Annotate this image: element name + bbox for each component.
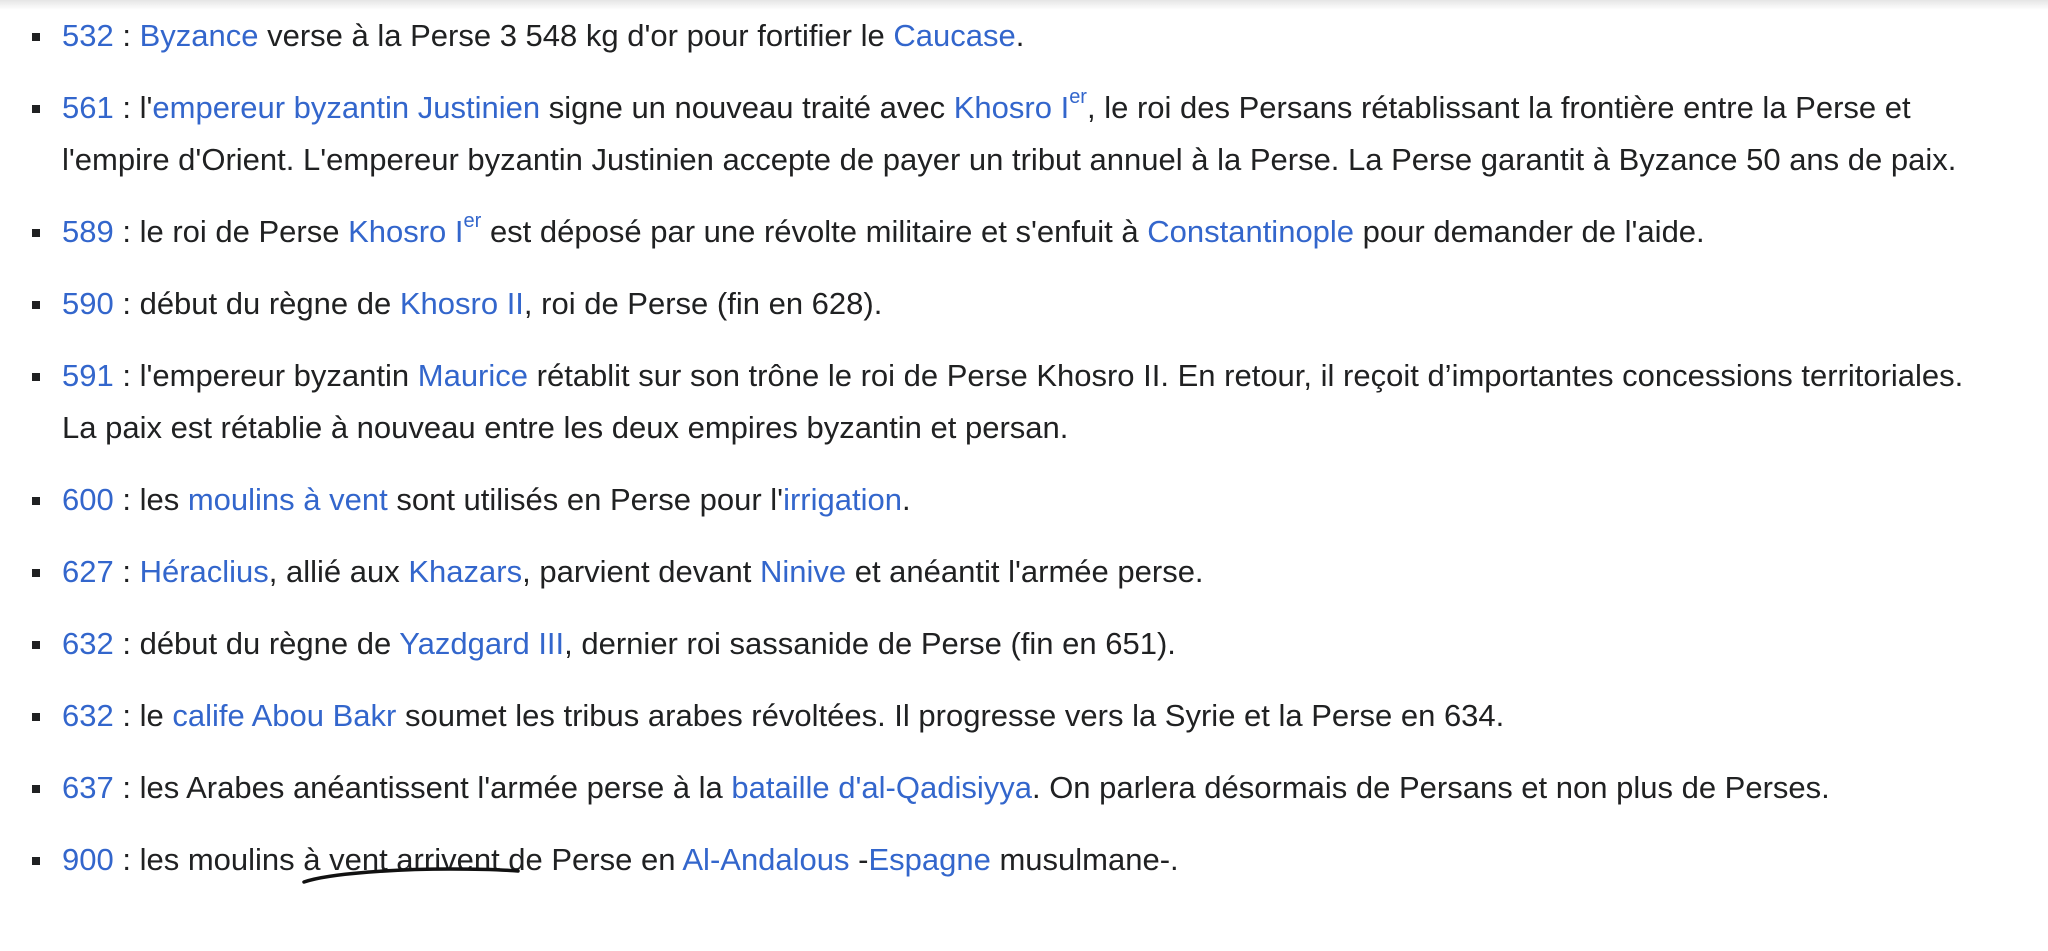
event-text <box>114 770 732 805</box>
event-text <box>114 286 400 321</box>
bullet-icon <box>32 569 40 577</box>
text-fragment: : le roi de Perse <box>113 214 349 249</box>
article-link[interactable] <box>1147 214 1354 249</box>
year-link[interactable]: 532 <box>62 18 114 53</box>
link-label[interactable]: moulins à vent <box>187 482 388 517</box>
bullet-icon <box>32 713 40 721</box>
text-fragment: , roi de Perse (fin en 628). <box>523 286 883 321</box>
text-fragment: , le roi des Persans rétablissant la frontière entre la Perse et l'empire d'Orient. L'empereur byzantin Justinien accepte de payer un tribut annuel à la Perse. La Perse garantit à Byzance 50 ans de paix. <box>62 90 1957 177</box>
text-fragment: musulmane-. <box>990 842 1179 877</box>
event-text <box>396 698 1504 733</box>
article-link[interactable] <box>348 209 482 249</box>
bullet-icon <box>32 229 40 237</box>
text-fragment: : le <box>113 698 173 733</box>
link-label[interactable]: Ninive <box>759 554 847 589</box>
article-link[interactable] <box>399 626 564 661</box>
event-text <box>850 842 869 877</box>
link-label[interactable]: Khosro I <box>953 90 1070 125</box>
event-item <box>62 350 1992 454</box>
article-link[interactable] <box>140 18 259 53</box>
text-fragment: est déposé par une révolte militaire et s'enfuit à <box>481 214 1148 249</box>
article-link[interactable] <box>893 18 1015 53</box>
link-label[interactable]: Héraclius <box>139 554 269 589</box>
text-fragment: , dernier roi sassanide de Perse (fin en 651). <box>564 626 1176 661</box>
event-item <box>62 474 1992 526</box>
top-edge-shadow <box>0 0 2048 10</box>
event-list <box>62 10 1992 906</box>
link-label[interactable]: Maurice <box>417 358 529 393</box>
text-fragment: - <box>849 842 869 877</box>
ordinal-superscript[interactable]: er <box>463 209 482 232</box>
ordinal-superscript[interactable]: er <box>1069 85 1087 108</box>
article-link[interactable] <box>682 842 849 877</box>
article-link[interactable] <box>760 554 846 589</box>
event-text <box>902 482 911 517</box>
year-link[interactable]: 590 <box>62 286 114 321</box>
link-label[interactable]: Espagne <box>868 842 991 877</box>
text-fragment: . On parlera désormais de Persans et non plus de Perses. <box>1031 770 1830 805</box>
year-link[interactable]: 627 <box>62 554 114 589</box>
link-label[interactable]: Khosro I <box>348 214 464 249</box>
text-fragment: . <box>901 482 911 517</box>
text-fragment: pour demander de l'aide. <box>1354 214 1705 249</box>
year-link[interactable]: 561 <box>62 90 114 125</box>
event-text <box>524 286 882 321</box>
text-fragment: : l' <box>113 90 153 125</box>
year-link[interactable]: 591 <box>62 358 114 393</box>
link-label[interactable]: Al-Andalous <box>682 842 850 877</box>
event-text <box>991 842 1179 877</box>
year-link[interactable]: 900 <box>62 842 114 877</box>
link-label[interactable]: irrigation <box>783 482 902 517</box>
event-text <box>114 482 188 517</box>
bullet-icon <box>32 373 40 381</box>
link-label[interactable]: empereur byzantin Justinien <box>152 90 541 125</box>
article-link[interactable] <box>418 358 528 393</box>
event-text <box>114 554 140 589</box>
text-fragment: : début du règne de <box>113 286 400 321</box>
event-text <box>1032 770 1830 805</box>
link-label[interactable]: Byzance <box>139 18 259 53</box>
article-link[interactable] <box>868 842 990 877</box>
text-fragment: : les moulins à vent arrivent de Perse en <box>113 842 683 877</box>
event-text <box>1016 18 1025 53</box>
event-text <box>114 698 173 733</box>
event-item <box>62 206 1992 258</box>
text-fragment: : début du règne de <box>113 626 400 661</box>
year-link[interactable]: 600 <box>62 482 114 517</box>
text-fragment: : <box>113 554 140 589</box>
link-label[interactable]: Constantinople <box>1147 214 1355 249</box>
event-item <box>62 618 1992 670</box>
bullet-icon <box>32 785 40 793</box>
text-fragment: : l'empereur byzantin <box>113 358 418 393</box>
link-label[interactable]: calife Abou Bakr <box>172 698 397 733</box>
link-label[interactable]: Khazars <box>408 554 523 589</box>
text-fragment: , parvient devant <box>522 554 760 589</box>
event-text <box>540 90 954 125</box>
bullet-icon <box>32 301 40 309</box>
text-fragment: et anéantit l'armée perse. <box>846 554 1204 589</box>
link-label[interactable]: Yazdgard III <box>399 626 565 661</box>
article-link[interactable] <box>783 482 902 517</box>
article-link[interactable] <box>408 554 522 589</box>
article-link[interactable] <box>953 85 1087 125</box>
text-fragment: : les Arabes anéantissent l'armée perse à la <box>113 770 732 805</box>
event-text <box>481 214 1147 249</box>
event-text <box>114 18 140 53</box>
article-link[interactable] <box>188 482 388 517</box>
bullet-icon <box>32 641 40 649</box>
text-fragment: . <box>1015 18 1025 53</box>
event-item <box>62 762 1992 814</box>
event-text <box>846 554 1203 589</box>
event-text <box>1354 214 1705 249</box>
year-link[interactable]: 632 <box>62 698 114 733</box>
text-fragment: signe un nouveau traité avec <box>540 90 954 125</box>
article-link[interactable] <box>172 698 396 733</box>
bullet-icon <box>32 33 40 41</box>
event-text <box>114 842 683 877</box>
event-text <box>522 554 760 589</box>
article-link[interactable] <box>731 770 1032 805</box>
link-label[interactable]: Khosro II <box>399 286 524 321</box>
link-label[interactable]: bataille d'al-Qadisiyya <box>731 770 1032 805</box>
event-item <box>62 690 1992 742</box>
text-fragment: : <box>113 18 140 53</box>
link-label[interactable]: Caucase <box>893 18 1016 53</box>
event-text <box>388 482 783 517</box>
event-text <box>269 554 409 589</box>
bullet-icon <box>32 857 40 865</box>
event-item <box>62 546 1992 598</box>
bullet-icon <box>32 105 40 113</box>
article-link[interactable] <box>152 90 540 125</box>
text-fragment: soumet les tribus arabes révoltées. Il progresse vers la Syrie et la Perse en 634. <box>396 698 1505 733</box>
event-item <box>62 10 1992 62</box>
event-text <box>114 90 153 125</box>
text-fragment: : les <box>113 482 188 517</box>
event-text <box>114 626 400 661</box>
year-link[interactable]: 589 <box>62 214 114 249</box>
event-text <box>114 214 348 249</box>
event-item <box>62 834 1992 886</box>
year-link[interactable]: 632 <box>62 626 114 661</box>
text-fragment: rétablit sur son trône le roi de Perse Khosro II. En retour, il reçoit d’importantes concessions territoriales. La paix est rétablie à nouveau entre les deux empires byzantin et persan. <box>62 358 1964 445</box>
event-item <box>62 278 1992 330</box>
article-link[interactable] <box>140 554 269 589</box>
event-text <box>258 18 893 53</box>
event-text <box>114 358 418 393</box>
year-link[interactable]: 637 <box>62 770 114 805</box>
text-fragment: , allié aux <box>268 554 409 589</box>
text-fragment: sont utilisés en Perse pour l' <box>387 482 784 517</box>
event-text <box>564 626 1176 661</box>
event-item <box>62 82 1992 186</box>
text-fragment: verse à la Perse 3 548 kg d'or pour fortifier le <box>258 18 894 53</box>
article-link[interactable] <box>400 286 524 321</box>
bullet-icon <box>32 497 40 505</box>
